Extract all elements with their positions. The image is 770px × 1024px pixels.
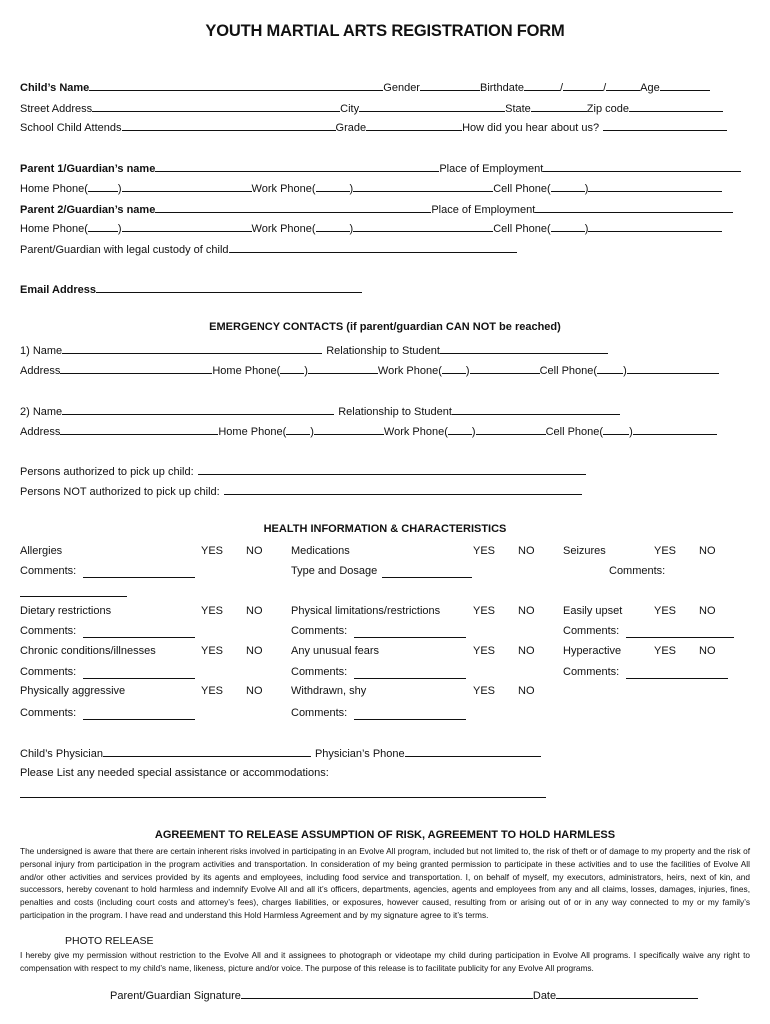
- parent1-field[interactable]: [155, 160, 439, 172]
- hyperactive-yes[interactable]: YES: [654, 645, 677, 657]
- cell-phone-label-1: Cell Phone(: [493, 183, 551, 195]
- emergency2-home-field[interactable]: [314, 423, 384, 435]
- home-phone-field-1[interactable]: [122, 180, 252, 192]
- street-label: Street Address: [20, 103, 93, 115]
- emergency2-name-field[interactable]: [62, 403, 334, 415]
- cell-area-2[interactable]: [551, 220, 585, 232]
- seizures-label: Seizures: [563, 545, 606, 557]
- aggressive-no[interactable]: NO: [246, 685, 263, 697]
- emergency1-cell-area[interactable]: [597, 362, 623, 374]
- work-area-1[interactable]: [316, 180, 350, 192]
- paren-close: ): [629, 426, 633, 438]
- emergency2-address-label: Address: [20, 426, 61, 438]
- signature-row: [110, 987, 698, 1003]
- birth-day-field[interactable]: [563, 79, 603, 91]
- dietary-yes[interactable]: YES: [201, 605, 224, 617]
- physician-phone-label: Physician’s Phone: [314, 748, 405, 760]
- seizures-no[interactable]: NO: [699, 545, 716, 557]
- parent2-row: [20, 201, 733, 217]
- dosage-field[interactable]: [382, 565, 472, 578]
- dietary-label: Dietary restrictions: [20, 605, 112, 617]
- medications-no[interactable]: NO: [518, 545, 535, 557]
- fears-yes[interactable]: YES: [473, 645, 496, 657]
- birth-year-field[interactable]: [606, 79, 640, 91]
- pickup-authorized-label: Persons authorized to pick up child:: [20, 466, 194, 478]
- chronic-yes[interactable]: YES: [201, 645, 224, 657]
- withdrawn-no[interactable]: NO: [518, 685, 535, 697]
- hyperactive-no[interactable]: NO: [699, 645, 716, 657]
- upset-comments-field[interactable]: [626, 625, 734, 638]
- physical-comments-field[interactable]: [354, 625, 466, 638]
- child-row-2: [20, 100, 723, 116]
- email-label: Email Address: [20, 284, 97, 296]
- cell-phone-field-2[interactable]: [588, 220, 722, 232]
- home-phone-label-1: Home Phone(: [20, 183, 88, 195]
- emergency1-name-field[interactable]: [62, 342, 322, 354]
- state-label: State: [505, 103, 531, 115]
- upset-label: Easily upset: [563, 605, 623, 617]
- slash-2: /: [603, 82, 607, 94]
- signature-label: Parent/Guardian Signature: [110, 990, 241, 1002]
- aggressive-yes[interactable]: YES: [201, 685, 224, 697]
- date-label: Date: [532, 990, 557, 1002]
- grade-field[interactable]: [366, 119, 462, 131]
- hyperactive-comments-label: Comments:: [563, 666, 620, 678]
- allergies-comments-line2[interactable]: [20, 584, 127, 597]
- physician-label: Child’s Physician: [20, 748, 103, 760]
- photo-release-heading: PHOTO RELEASE: [65, 935, 154, 947]
- gender-field[interactable]: [420, 79, 480, 91]
- emergency2-name-label: 2) Name: [20, 406, 63, 418]
- assistance-field[interactable]: [20, 785, 546, 798]
- cell-phone-field-1[interactable]: [588, 180, 722, 192]
- emergency1-work-area[interactable]: [442, 362, 466, 374]
- employment-label-1: Place of Employment: [439, 163, 544, 175]
- emergency2-address-field[interactable]: [60, 423, 218, 435]
- fears-comments-label: Comments:: [291, 666, 348, 678]
- school-label: School Child Attends: [20, 122, 122, 134]
- emergency2-work-field[interactable]: [476, 423, 546, 435]
- age-label: Age: [640, 82, 660, 94]
- birthdate-label: Birthdate: [479, 82, 525, 94]
- work-phone-field-2[interactable]: [353, 220, 493, 232]
- paren-close: ): [465, 365, 470, 377]
- hyperactive-label: Hyperactive: [563, 645, 622, 657]
- physician-field[interactable]: [103, 745, 311, 757]
- allergies-yes[interactable]: YES: [201, 545, 224, 557]
- birth-month-field[interactable]: [524, 79, 560, 91]
- chronic-comments-field[interactable]: [83, 666, 195, 679]
- work-phone-label-1: Work Phone(: [251, 183, 316, 195]
- child-name-field[interactable]: [89, 79, 383, 91]
- photo-release-text: I hereby give my permission without restriction to the Evolve All and it assignees to photograph or videotape my child during participation in Evolve All programs. I specifically waive any right to compensation with respect to my child’s name, likeness, picture and/or voice. The purpose of this release is to facilitate publicity for any Evolve All programs.: [20, 950, 750, 973]
- emergency2-relationship-label: Relationship to Student: [338, 406, 452, 418]
- chronic-no[interactable]: NO: [246, 645, 263, 657]
- emergency2-home-label: Home Phone(: [218, 426, 287, 438]
- paren-close: ): [310, 426, 314, 438]
- withdrawn-label: Withdrawn, shy: [291, 685, 367, 697]
- parent1-label: Parent 1/Guardian’s name: [20, 163, 156, 175]
- upset-yes[interactable]: YES: [654, 605, 677, 617]
- emergency1-work-label: Work Phone(: [377, 365, 442, 377]
- medications-yes[interactable]: YES: [473, 545, 496, 557]
- child-row-1: [20, 79, 710, 95]
- allergies-label: Allergies: [20, 545, 63, 557]
- agreement-text: The undersigned is aware that there are certain inherent risks involved in participating in an Evolve All program, included but not limited to, the risk of theft or of damage to my property and the risk of personal injury from participation in the program activities and transportation. In consideration of my being granted permission to participate in these activities and to use the facilities of Evolve All and/or other activities and services provided by its agents and employees, including food service and transportation. I, on behalf of myself, my executors, administrators, heirs, next of kin, and successors, hereby covenant to hold harmless and indemnify Evolve All and all it’s officers, departments, agencies, agents and employees from any and all claims, losses, damages, injuries, fines, penalties and costs (including court costs and attorney’s fees), charges liabilities, or exposures, however caused, resulting from or arising out of or in any way connected to my or my family’s participation in the program. I have read and understand this Hold Harmless Agreement and by my signature agree to it’s terms.: [20, 846, 750, 920]
- paren-close: ): [117, 223, 122, 235]
- custody-row: [20, 241, 517, 257]
- physician-phone-field[interactable]: [405, 745, 541, 757]
- age-field[interactable]: [660, 79, 710, 91]
- pickup-authorized-row: [20, 463, 586, 479]
- work-area-2[interactable]: [316, 220, 350, 232]
- emergency1-relationship-label: Relationship to Student: [326, 345, 440, 357]
- agreement-heading: AGREEMENT TO RELEASE ASSUMPTION OF RISK, AGREEMENT TO HOLD HARMLESS: [154, 829, 616, 841]
- emergency1-cell-field[interactable]: [627, 362, 719, 374]
- pickup-not-authorized-label: Persons NOT authorized to pick up child:: [20, 486, 220, 498]
- state-field[interactable]: [531, 100, 587, 112]
- emergency1-home-area[interactable]: [280, 362, 304, 374]
- dietary-comments-label: Comments:: [20, 625, 77, 637]
- emergency1-home-label: Home Phone(: [212, 365, 281, 377]
- fears-label: Any unusual fears: [291, 645, 380, 657]
- form-title: YOUTH MARTIAL ARTS REGISTRATION FORM: [205, 22, 565, 40]
- emergency2-name-row: [20, 403, 620, 419]
- emergency1-name-row: [20, 342, 608, 358]
- paren-close: ): [349, 183, 354, 195]
- parent1-phones: [20, 180, 722, 196]
- withdrawn-comments-field[interactable]: [354, 707, 466, 720]
- withdrawn-yes[interactable]: YES: [473, 685, 496, 697]
- aggressive-label: Physically aggressive: [20, 685, 126, 697]
- emergency1-address-field[interactable]: [60, 362, 212, 374]
- custody-label: Parent/Guardian with legal custody of child: [20, 244, 229, 256]
- city-field[interactable]: [359, 100, 505, 112]
- cell-phone-label-2: Cell Phone(: [493, 223, 551, 235]
- slash-1: /: [560, 82, 564, 94]
- date-field[interactable]: [556, 987, 698, 999]
- cell-area-1[interactable]: [551, 180, 585, 192]
- home-phone-field-2[interactable]: [122, 220, 252, 232]
- fears-no[interactable]: NO: [518, 645, 535, 657]
- emergency1-work-field[interactable]: [470, 362, 540, 374]
- physician-row: [20, 745, 541, 761]
- allergies-comments-field[interactable]: [83, 565, 195, 578]
- hear-field[interactable]: [603, 119, 727, 131]
- emergency1-address-label: Address: [20, 365, 61, 377]
- upset-comments-label: Comments:: [563, 625, 620, 637]
- custody-field[interactable]: [229, 241, 517, 253]
- emergency1-cell-label: Cell Phone(: [539, 365, 598, 377]
- chronic-label: Chronic conditions/illnesses: [20, 645, 156, 657]
- upset-no[interactable]: NO: [699, 605, 716, 617]
- gender-label: Gender: [383, 82, 420, 94]
- paren-close: ): [471, 426, 476, 438]
- health-heading: HEALTH INFORMATION & CHARACTERISTICS: [263, 523, 507, 535]
- emergency2-work-label: Work Phone(: [383, 426, 448, 438]
- physical-yes[interactable]: YES: [473, 605, 496, 617]
- parent2-label: Parent 2/Guardian’s name: [20, 204, 156, 216]
- child-row-3: [20, 119, 727, 135]
- allergies-comments-label: Comments:: [20, 565, 77, 577]
- dietary-no[interactable]: NO: [246, 605, 263, 617]
- zip-label: Zip code: [586, 103, 629, 115]
- emergency1-home-field[interactable]: [308, 362, 378, 374]
- pickup-not-authorized-row: [20, 483, 582, 499]
- hyperactive-comments-field[interactable]: [626, 666, 728, 679]
- parent2-phones: [20, 220, 722, 236]
- work-phone-field-1[interactable]: [353, 180, 493, 192]
- pickup-not-authorized-field[interactable]: [224, 483, 582, 495]
- employment-label-2: Place of Employment: [431, 204, 536, 216]
- emergency2-cell-area[interactable]: [603, 423, 629, 435]
- emergency1-name-label: 1) Name: [20, 345, 63, 357]
- home-phone-label-2: Home Phone(: [20, 223, 88, 235]
- home-area-1[interactable]: [88, 180, 118, 192]
- seizures-comments-label: Comments:: [609, 565, 666, 577]
- parent1-row: [20, 160, 741, 176]
- city-label: City: [340, 103, 360, 115]
- street-field[interactable]: [92, 100, 340, 112]
- aggressive-comments-field[interactable]: [83, 707, 195, 720]
- employment-field-2[interactable]: [535, 201, 733, 213]
- seizures-yes[interactable]: YES: [654, 545, 677, 557]
- fears-comments-field[interactable]: [354, 666, 466, 679]
- paren-close: ): [584, 183, 589, 195]
- home-area-2[interactable]: [88, 220, 118, 232]
- employment-field-1[interactable]: [543, 160, 741, 172]
- parent2-field[interactable]: [155, 201, 431, 213]
- dietary-comments-field[interactable]: [83, 625, 195, 638]
- aggressive-comments-label: Comments:: [20, 707, 77, 719]
- emergency2-address-row: [20, 423, 717, 439]
- emergency2-home-area[interactable]: [286, 423, 310, 435]
- medications-label: Medications: [291, 545, 350, 557]
- paren-close: ): [304, 365, 308, 377]
- pickup-authorized-field[interactable]: [198, 463, 586, 475]
- school-field[interactable]: [122, 119, 336, 131]
- zip-field[interactable]: [629, 100, 723, 112]
- paren-close: ): [623, 365, 627, 377]
- chronic-comments-label: Comments:: [20, 666, 77, 678]
- emergency2-cell-label: Cell Phone(: [545, 426, 604, 438]
- emergency2-work-area[interactable]: [448, 423, 472, 435]
- grade-label: Grade: [335, 122, 367, 134]
- signature-field[interactable]: [241, 987, 533, 999]
- emergency2-relationship-field[interactable]: [452, 403, 620, 415]
- hear-label: How did you hear about us?: [462, 122, 600, 134]
- emergency2-cell-field[interactable]: [633, 423, 717, 435]
- child-name-label: Child’s Name: [20, 82, 90, 94]
- paren-close: ): [117, 183, 122, 195]
- work-phone-label-2: Work Phone(: [251, 223, 316, 235]
- paren-close: ): [584, 223, 589, 235]
- physical-no[interactable]: NO: [518, 605, 535, 617]
- withdrawn-comments-label: Comments:: [291, 707, 348, 719]
- physical-comments-label: Comments:: [291, 625, 348, 637]
- assistance-label: Please List any needed special assistance or accommodations:: [20, 767, 329, 779]
- dosage-label: Type and Dosage: [291, 565, 378, 577]
- emergency1-address-row: [20, 362, 719, 378]
- email-field[interactable]: [96, 281, 362, 293]
- paren-close: ): [349, 223, 354, 235]
- allergies-no[interactable]: NO: [246, 545, 263, 557]
- emergency-heading: EMERGENCY CONTACTS (if parent/guardian CAN NOT be reached): [209, 321, 561, 333]
- emergency1-relationship-field[interactable]: [440, 342, 608, 354]
- email-row: [20, 281, 362, 297]
- physical-label: Physical limitations/restrictions: [291, 605, 441, 617]
